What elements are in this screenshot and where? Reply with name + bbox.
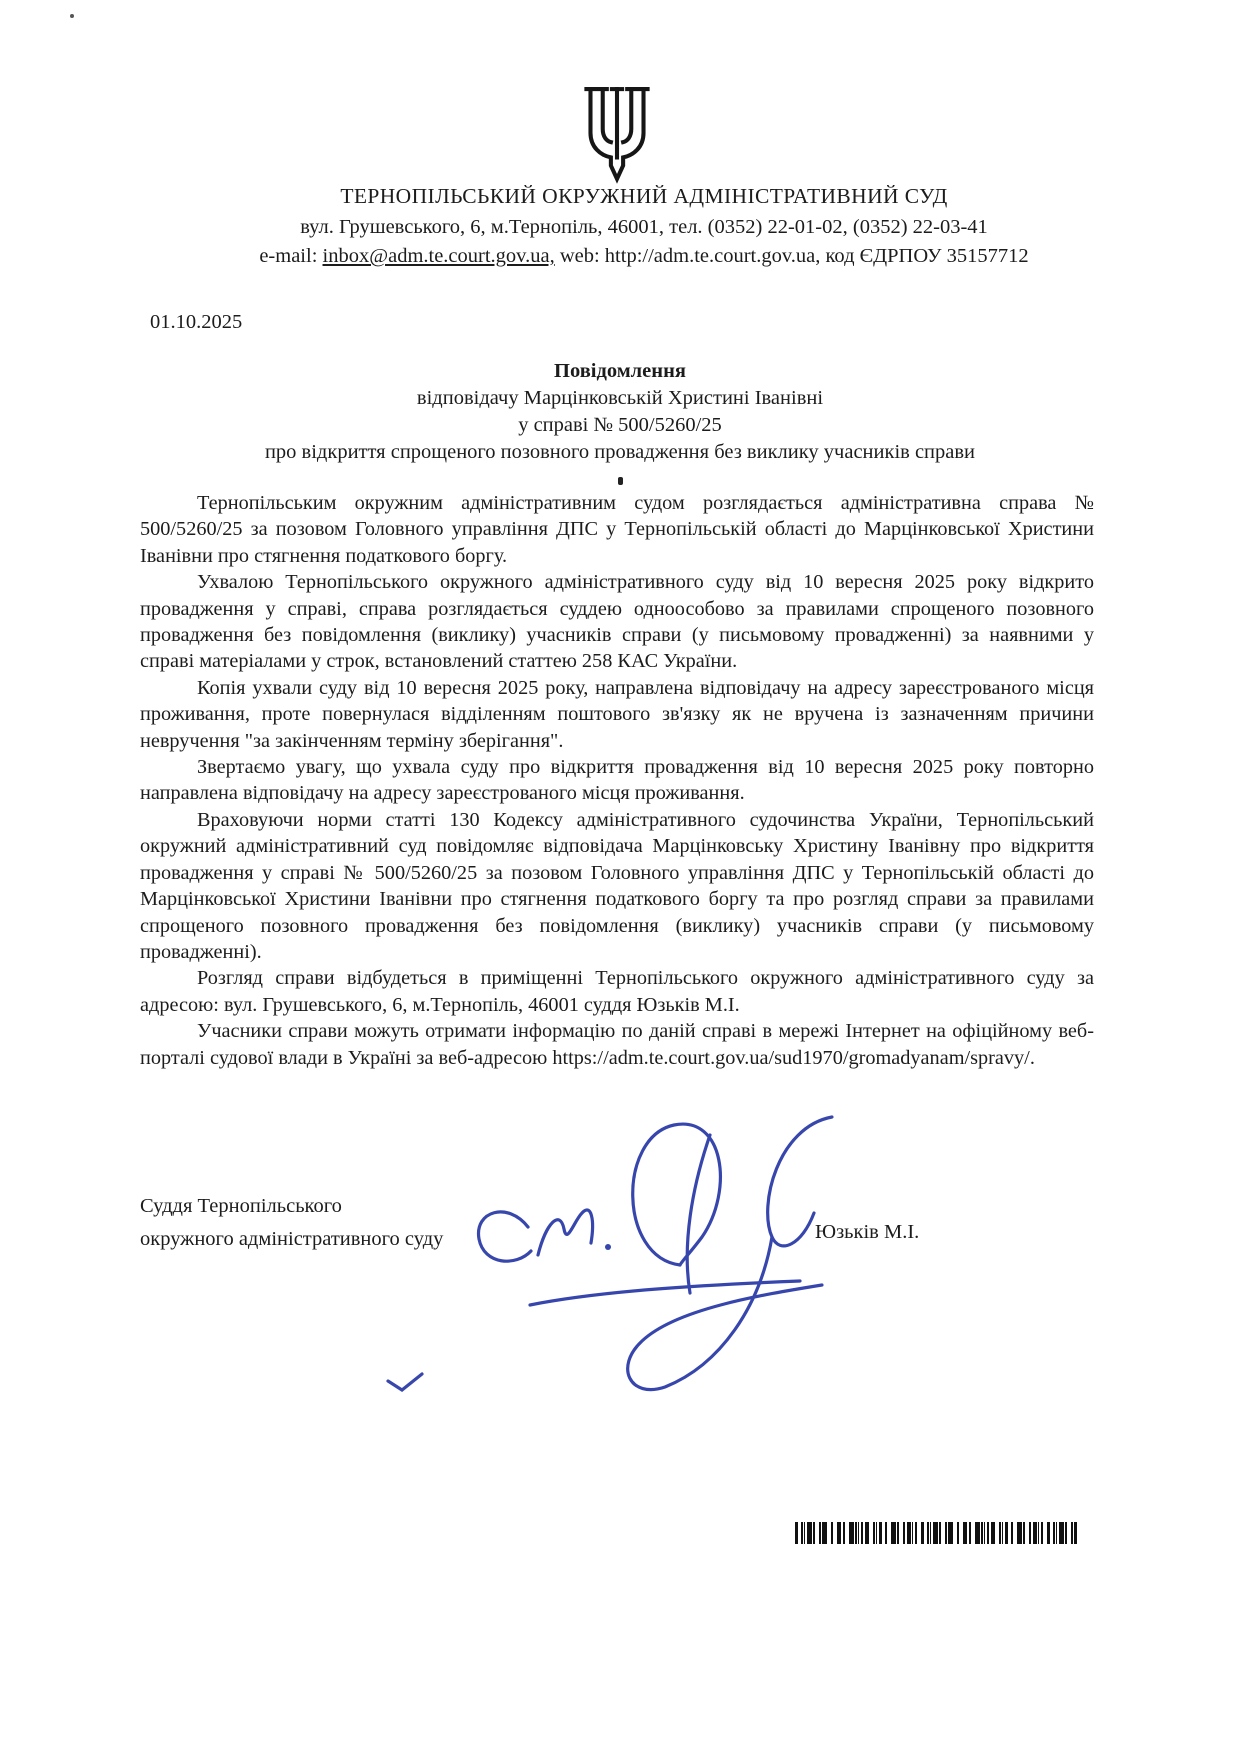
body-paragraph: Ухвалою Тернопільського окружного адміністративного суду від 10 вересня 2025 року відкрито провадження у справі, справа розглядається суддею одноособово за правилами спрощеного позовного провадження без повідомлення (виклику) учасників справи (у письмовому провадженні) за наявними у справі матеріалами у строк, встановлений статтею 258 КАС України. xyxy=(140,571,1094,673)
judge-name: Юзьків М.І. xyxy=(815,1221,920,1243)
body-paragraph: Розгляд справи відбудеться в приміщенні Тернопільського окружного адміністративного суду за адресою: вул. Грушевського, 6, м.Тернопіль, 46001 суддя Юзьків М.І. xyxy=(140,967,1094,1016)
judge-role-line2: окружного адміністративного суду xyxy=(140,1228,444,1250)
notice-title-block xyxy=(0,358,1240,466)
court-letterhead xyxy=(0,184,1240,268)
ukraine-trident-emblem-icon xyxy=(578,84,656,188)
court-name: ТЕРНОПІЛЬСЬКИЙ ОКРУЖНИЙ АДМІНІСТРАТИВНИЙ СУД xyxy=(340,184,948,208)
email-label: e-mail: xyxy=(259,245,323,267)
notice-subject: про відкриття спрощеного позовного провадження без виклику учасників справи xyxy=(264,441,976,463)
notice-recipient: відповідачу Марцінковській Христині Іванівні xyxy=(416,387,824,409)
court-address: вул. Грушевського, 6, м.Тернопіль, 46001, тел. (0352) 22-01-02, (0352) 22-03-41 xyxy=(300,216,988,238)
notice-case-number: у справі № 500/5260/25 xyxy=(518,414,722,436)
email-address: inbox@adm.te.court.gov.ua, xyxy=(322,245,555,267)
body-paragraph: Враховуючи норми статті 130 Кодексу адміністративного судочинства України, Тернопільський окружний адміністративний суд повідомляє відповідача Марцінковську Христину Іванівну про відкриття провадження у справі № 500/5260/25 за позовом Головного управління ДПС у Тернопільській області до Марцінковської Христини Іванівни про стягнення податкового боргу та про розгляд справи за правилами спрощеного позовного провадження без повідомлення (виклику) учасників справи (у письмовому провадженні). xyxy=(140,808,1094,963)
notice-title: Повідомлення xyxy=(554,360,686,382)
body-paragraph: Звертаємо увагу, що ухвала суду про відкриття провадження від 10 вересня 2025 року повторно направлена відповідачу на адресу зареєстрованого місця проживання. xyxy=(140,756,1094,805)
court-contacts xyxy=(48,245,1240,268)
web-and-edrpou: web: http://adm.te.court.gov.ua, код ЄДРПОУ 35157712 xyxy=(554,245,1029,267)
barcode xyxy=(795,1522,1077,1544)
body-paragraph: Копія ухвали суду від 10 вересня 2025 року, направлена відповідачу на адресу зареєстрованого місця проживання, проте повернулася відділенням поштового зв'язку як не вручена із зазначенням причини невручення "за закінченням терміну зберігання". xyxy=(140,676,1094,752)
judge-role-line1: Суддя Тернопільського xyxy=(140,1195,342,1217)
body-paragraph: Учасники справи можуть отримати інформацію по даній справі в мережі Інтернет на офіційному веб-порталі судової влади в Україні за веб-адресою https://adm.te.court.gov.ua/sud1970/gromadyanam/spravy/. xyxy=(140,1020,1094,1069)
handwritten-signature xyxy=(380,1095,890,1415)
notice-body xyxy=(140,490,1094,1071)
document-date: 01.10.2025 xyxy=(150,311,243,333)
scan-artifact xyxy=(618,477,623,485)
body-paragraph: Тернопільським окружним адміністративним судом розглядається адміністративна справа № 500/5260/25 за позовом Головного управління ДПС у Тернопільській області до Марцінковської Христини Іванівни про стягнення податкового боргу. xyxy=(140,492,1094,567)
scan-speck xyxy=(70,14,74,18)
